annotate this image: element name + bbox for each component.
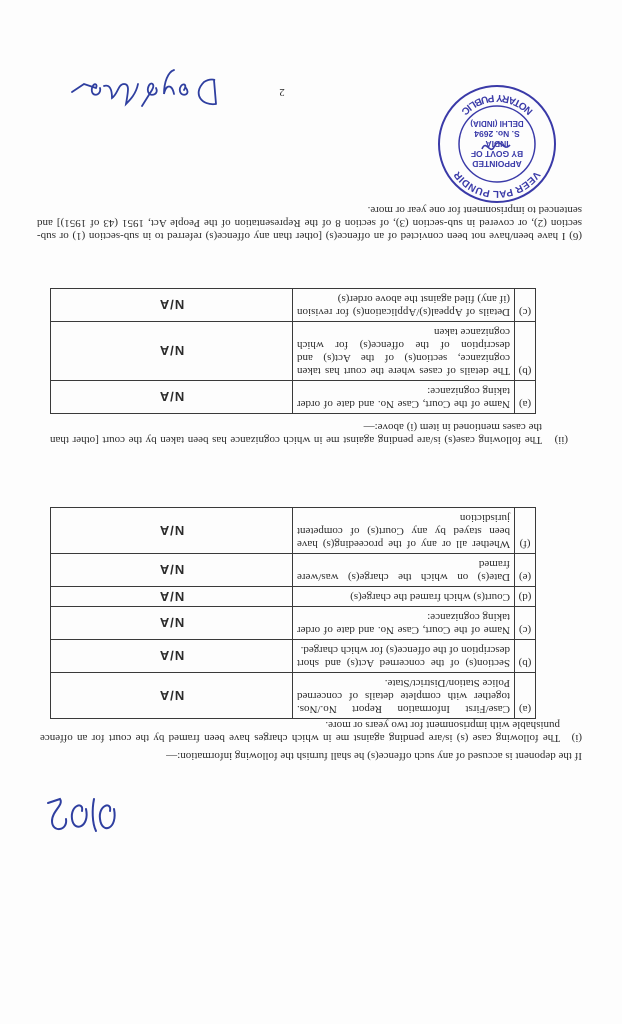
- signature: [62, 64, 222, 114]
- section-i-row: [51, 587, 536, 607]
- stamp-line-4: S. No. 2694: [474, 129, 520, 139]
- section-ii-row-label: (a): [515, 381, 536, 414]
- section-i-row: [51, 508, 536, 554]
- section-i-row-label: (b): [515, 640, 536, 673]
- intro-text: If the deponent is accused of any such offence(s) he shall furnish the following information:—: [166, 750, 582, 762]
- section-i-row-label: (e): [515, 554, 536, 587]
- section-ii-row-label: (c): [515, 289, 536, 322]
- section-i-row: [51, 607, 536, 640]
- section-ii-row-description: Name of the Court, Case No. and date of order taking cognizance:: [292, 381, 514, 414]
- section-i-row-label: (a): [515, 673, 536, 719]
- section-ii-row-value: N/A: [51, 381, 293, 414]
- section-ii-row-value: N/A: [51, 322, 293, 381]
- section-i-row-label: (d): [515, 587, 536, 607]
- section-i-table: [50, 507, 536, 719]
- section-ii-table: [50, 288, 536, 414]
- section-ii-text: The following case(s) is/are pending against me in which cognizance has been taken by the court [other than the cases mentioned in item (i) above:—: [50, 421, 542, 446]
- section-i-row: [51, 673, 536, 719]
- section-i-row-value: N/A: [51, 673, 293, 719]
- svg-text:VEER PAL PUNDIR: [452, 168, 542, 199]
- section-i-row-value: N/A: [51, 508, 293, 554]
- section-ii-row-description: The details of cases where the court has taken cognizance, section(s) of the Act(s) and description of the offence(s) for which cognizance taken: [292, 322, 514, 381]
- stamp-line-2: BY GOVT OF: [470, 149, 524, 159]
- svg-text:NOTARY PUBLIC: [459, 92, 535, 117]
- section-i-row: [51, 554, 536, 587]
- stamp-name: VEER PAL PUNDIR: [452, 169, 542, 200]
- section-ii-row-label: (b): [515, 322, 536, 381]
- section-i-row-description: Court(s) which framed the charge(s): [292, 587, 514, 607]
- section-i-row-description: Whether all or any of the proceeding(s) have been stayed by any Court(s) of competent jurisdiction: [292, 508, 514, 554]
- section-i-row: [51, 640, 536, 673]
- stamp-line-3: INDIA: [485, 139, 509, 149]
- stamp-title: NOTARY PUBLIC: [458, 91, 536, 117]
- section-ii-marker: (ii): [554, 434, 568, 446]
- section-i-row-description: Section(s) of the concerned Act(s) and short description of the offence(s) for which charged.: [292, 640, 514, 673]
- section-i-marker: (i): [571, 732, 582, 744]
- section-i-row-description: Case/First Information Report No./Nos. together with complete details of concerned Police Station/District/State.: [292, 673, 514, 719]
- stamp-line-5: DELHI (INDIA): [470, 119, 524, 128]
- section-i-row-value: N/A: [51, 640, 293, 673]
- section-ii-row: [51, 289, 536, 322]
- section-ii-row-value: N/A: [51, 289, 293, 322]
- section-i-row-description: Name of the Court, Case No. and date of order taking cognizance:: [292, 607, 514, 640]
- page-number: 2: [279, 86, 285, 98]
- section-i-row-description: Date(s) on which the charge(s) was/were framed: [292, 554, 514, 587]
- section-i-row-value: N/A: [51, 554, 293, 587]
- section-i-row-label: (f): [515, 508, 536, 554]
- handwritten-date: [42, 789, 122, 849]
- notary-stamp: [436, 83, 558, 205]
- section-i-row-value: N/A: [51, 607, 293, 640]
- section-i-row-label: (c): [515, 607, 536, 640]
- stamp-line-1: APPOINTED: [472, 159, 522, 169]
- section-ii-row-description: Details of Appeal(s)/Application(s) for revision (if any) filed against the above order(s): [292, 289, 514, 322]
- section-ii-row: [51, 381, 536, 414]
- item-6-text: (6) I have been/have not been convicted of an offence(s) [other than any offence(s) referred to in sub-section (1) or sub-section (2), or covered in sub-section (3), of section 8 of the Representation of the People Act, 1951 (43 of 1951)] and sentenced to imprisonment for one year or more.: [37, 204, 582, 242]
- section-i-text: The following case (s) is/are pending against me in which charges have been framed by the court for an offence punishable with imprisonment for two years or more.: [40, 719, 560, 744]
- section-ii-row: [51, 322, 536, 381]
- section-i-row-value: N/A: [51, 587, 293, 607]
